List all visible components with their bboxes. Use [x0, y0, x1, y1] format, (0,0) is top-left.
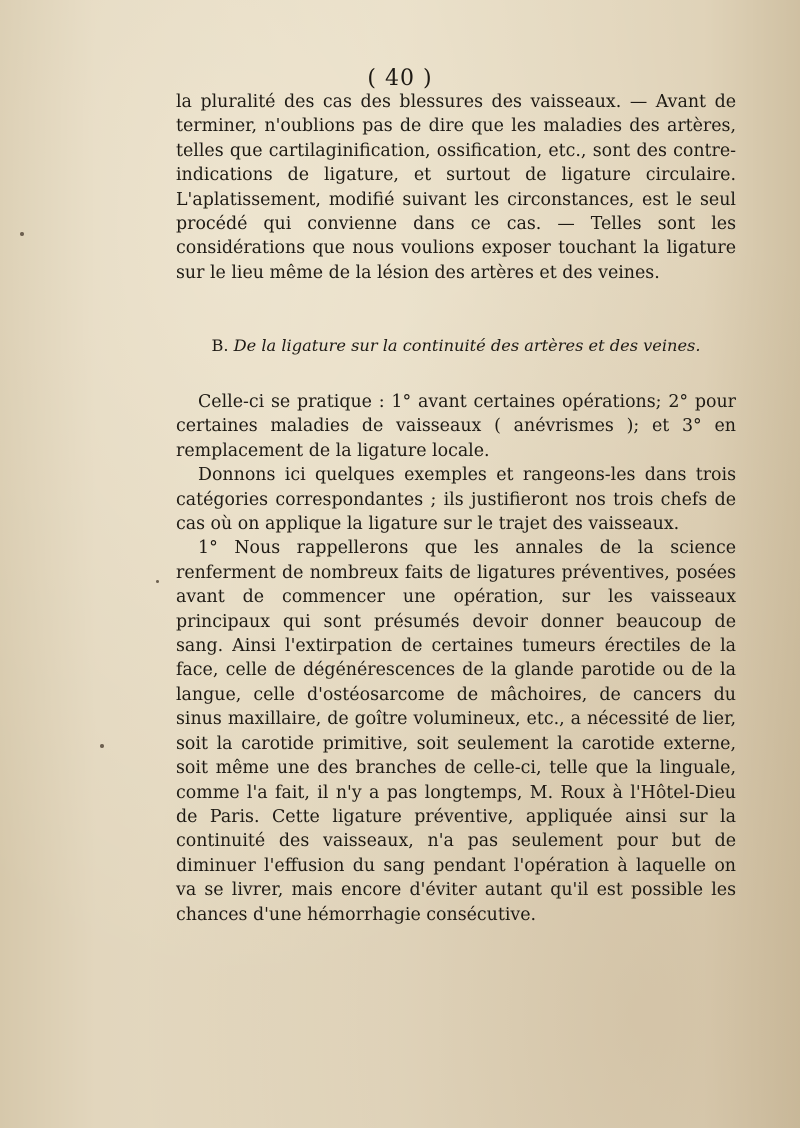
section-label: B.: [211, 336, 229, 355]
paragraph-preventive-ligatures: 1° Nous rappellerons que les annales de la science renferment de nombreux faits de ligatures préventives, posées avant de commencer une opération, sur les vaisseaux principaux qui sont présumés devoir donner beaucoup de sang. Ainsi l'extirpation de certaines tumeurs érectiles de la face, celle de dégénérescences de la glande parotide ou de la langue, celle d'ostéosarcome de mâchoires, de cancers du sinus maxillaire, de goître volumineux, etc., a nécessité de lier, soit la carotide primitive, soit seulement la carotide externe, soit même une des branches de celle-ci, telle que la linguale, comme l'a fait, il n'y a pas longtemps, M. Roux à l'Hôtel-Dieu de Paris. Cette ligature préventive, appliquée ainsi sur la continuité des vaisseaux, n'a pas seulement pour but de diminuer l'effusion du sang pendant l'opération à laquelle on va se livrer, mais encore d'éviter autant qu'il est possible les chances d'une hémorrhagie consécutive.: [176, 538, 736, 925]
paragraph-practice: Celle-ci se pratique : 1° avant certaines opérations; 2° pour certaines maladies de vaisseaux ( anévrismes ); et 3° en remplacement de la ligature locale.: [176, 392, 736, 461]
page-number: ( 40 ): [367, 66, 433, 91]
paper-speck: [100, 744, 104, 748]
body-text: [176, 390, 736, 927]
section-heading: [176, 336, 736, 355]
section-title: De la ligature sur la continuité des artères et des veines.: [233, 336, 701, 355]
paragraph-ligature-conclusion: [176, 90, 736, 285]
paper-speck: [20, 232, 24, 236]
paragraph-examples: Donnons ici quelques exemples et rangeons-les dans trois catégories correspondantes ; ils justifieront nos trois chefs de cas où on applique la ligature sur le trajet des vaisseaux.: [176, 465, 736, 535]
paper-speck: [156, 580, 159, 583]
paragraph-text: la pluralité des cas des blessures des vaisseaux. — Avant de terminer, n'oublions pas de dire que les maladies des artères, telles que cartilaginification, ossification, etc., sont des contre-indications de ligature, et surtout de ligature circulaire. L'aplatissement, modifié suivant les circonstances, est le seul procédé qui convienne dans ce cas. — Telles sont les considérations que nous voulions exposer touchant la ligature sur le lieu même de la lésion des artères et des veines.: [176, 92, 736, 283]
